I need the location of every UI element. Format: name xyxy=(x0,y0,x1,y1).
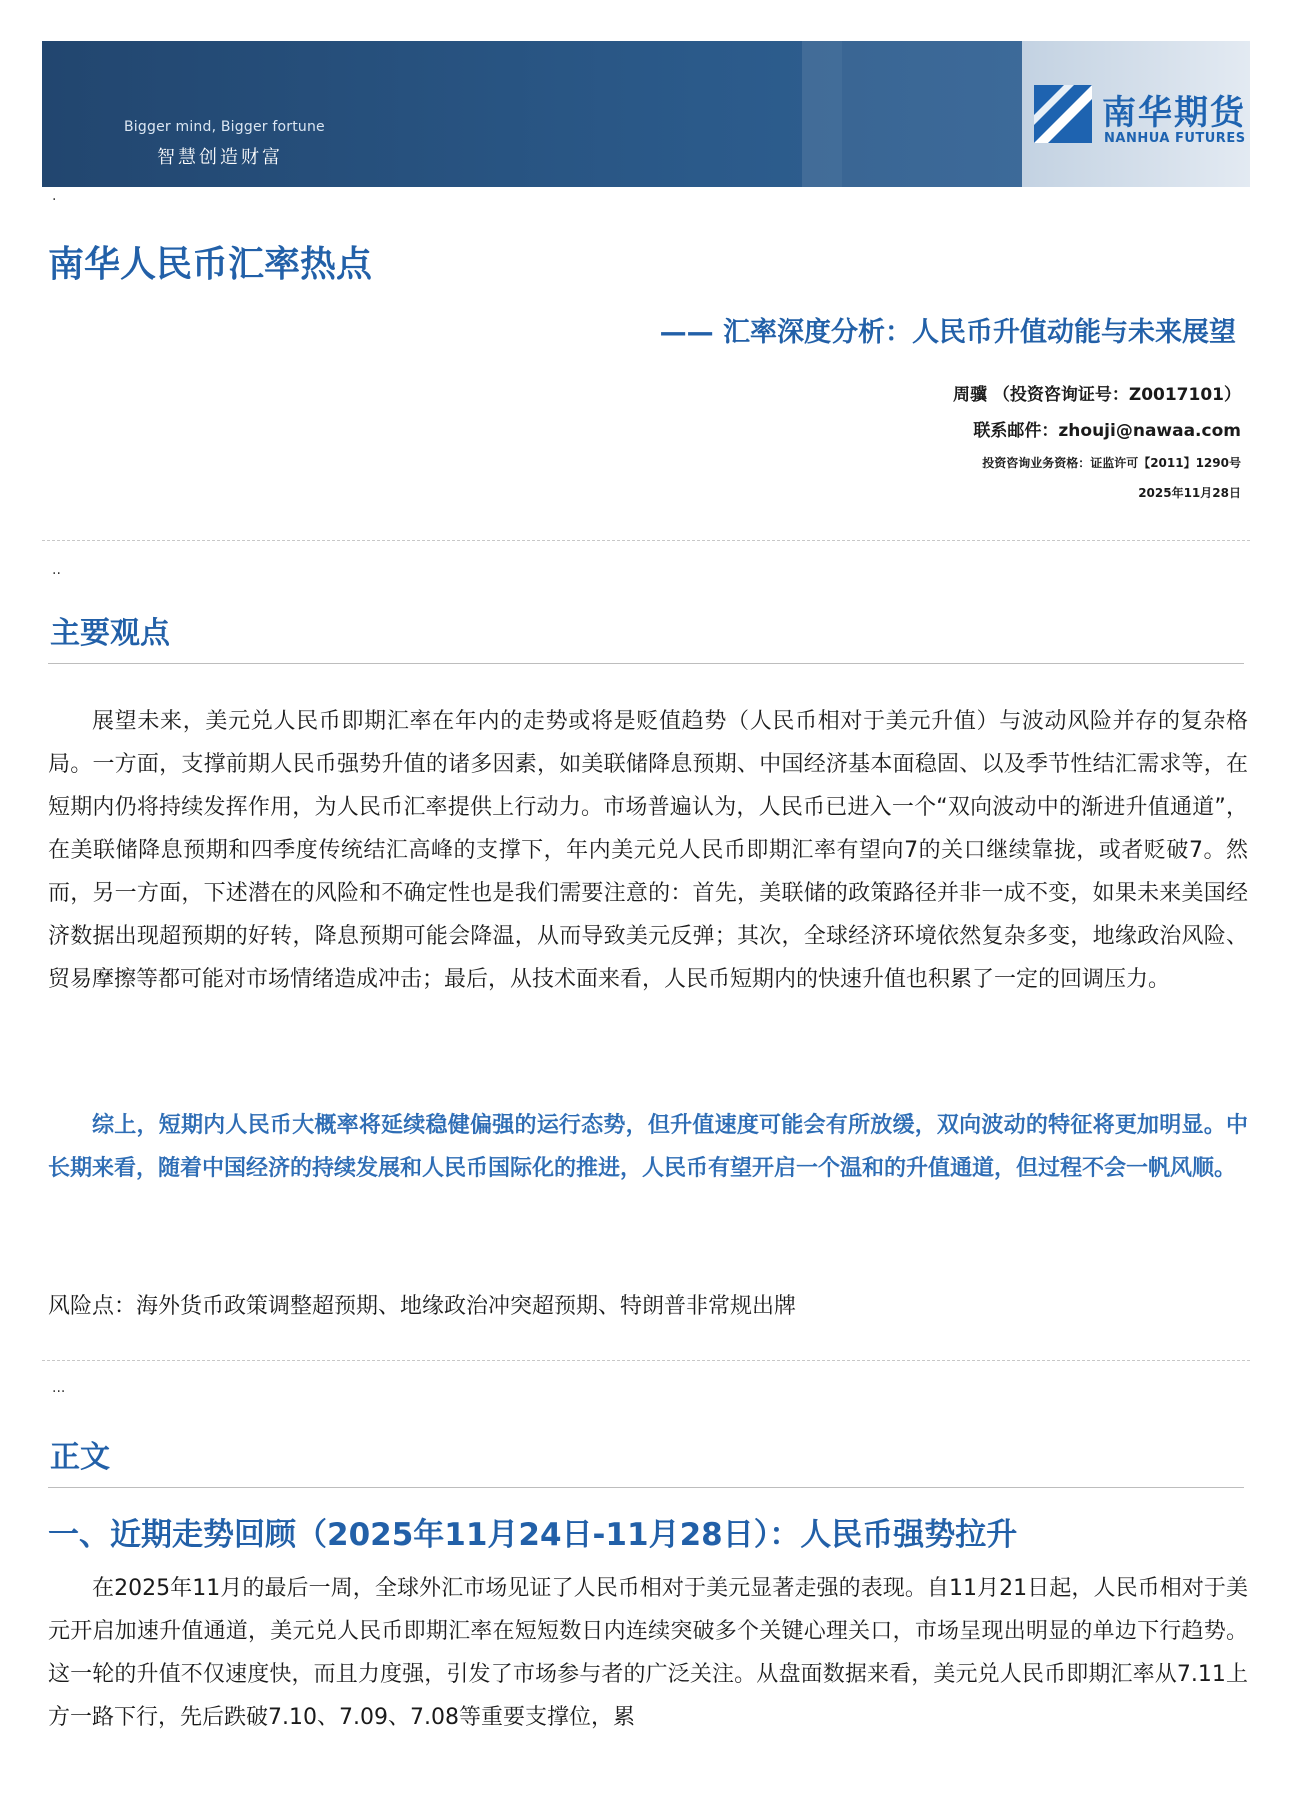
divider-dashed xyxy=(42,540,1250,541)
company-logo xyxy=(1022,41,1250,187)
divider-dashed xyxy=(42,1360,1250,1361)
license-line: 投资咨询业务资格：证监许可【2011】1290号 xyxy=(982,456,1241,470)
banner-tagline-cn: 智慧创造财富 xyxy=(157,147,283,168)
section-one-heading: 一、近期走势回顾（2025年11月24日-11月28日）：人民币强势拉升 xyxy=(48,1517,1018,1553)
nanhua-logo-icon xyxy=(1034,85,1092,143)
divider-solid xyxy=(48,663,1244,664)
body-heading: 正文 xyxy=(50,1440,110,1475)
report-date: 2025年11月28日 xyxy=(1138,486,1241,500)
key-points-heading: 主要观点 xyxy=(50,616,170,651)
banner-decor xyxy=(842,41,1022,187)
author-email: 联系邮件：zhouji@nawaa.com xyxy=(973,421,1241,441)
divider-solid xyxy=(48,1487,1244,1488)
marker-dot: ... xyxy=(52,1380,66,1396)
logo-text-cn: 南华期货 xyxy=(1102,93,1246,133)
report-title: 南华人民币汇率热点 xyxy=(48,244,373,285)
key-points-summary: 综上，短期内人民币大概率将延续稳健偏强的运行态势，但升值速度可能会有所放缓，双向波动的特征将更加明显。中长期来看，随着中国经济的持续发展和人民币国际化的推进，人民币有望开启一个温和的升值通道，但过程不会一帆风顺。 xyxy=(48,1113,1248,1181)
author-line: 周骥 （投资咨询证号：Z0017101） xyxy=(952,385,1241,405)
banner-decor xyxy=(802,41,842,187)
risk-points: 风险点：海外货币政策调整超预期、地缘政治冲突超预期、特朗普非常规出牌 xyxy=(48,1294,797,1319)
report-subtitle: —— 汇率深度分析：人民币升值动能与未来展望 xyxy=(659,317,1236,348)
logo-text-en: NANHUA FUTURES xyxy=(1104,131,1246,146)
marker-dot: .. xyxy=(52,562,61,578)
marker-dot: . xyxy=(52,188,57,204)
header-banner xyxy=(42,41,1250,187)
key-points-paragraph: 展望未来，美元兑人民币即期汇率在年内的走势或将是贬值趋势（人民币相对于美元升值）与波动风险并存的复杂格局。一方面，支撑前期人民币强势升值的诸多因素，如美联储降息预期、中国经济基本面稳固、以及季节性结汇需求等，在短期内仍将持续发挥作用，为人民币汇率提供上行动力。市场普遍认为，人民币已进入一个“双向波动中的渐进升值通道”，在美联储降息预期和四季度传统结汇高峰的支撑下，年内美元兑人民币即期汇率有望向7的关口继续靠拢，或者贬破7。然而，另一方面，下述潜在的风险和不确定性也是我们需要注意的：首先，美联储的政策路径并非一成不变，如果未来美国经济数据出现超预期的好转，降息预期可能会降温，从而导致美元反弹；其次，全球经济环境依然复杂多变，地缘政治风险、贸易摩擦等都可能对市场情绪造成冲击；最后，从技术面来看，人民币短期内的快速升值也积累了一定的回调压力。 xyxy=(48,709,1248,992)
banner-tagline-en: Bigger mind, Bigger fortune xyxy=(124,119,325,135)
body-paragraph: 在2025年11月的最后一周，全球外汇市场见证了人民币相对于美元显著走强的表现。自11月21日起，人民币相对于美元开启加速升值通道，美元兑人民币即期汇率在短短数日内连续突破多个关键心理关口，市场呈现出明显的单边下行趋势。这一轮的升值不仅速度快，而且力度强，引发了市场参与者的广泛关注。从盘面数据来看，美元兑人民币即期汇率从7.11上方一路下行，先后跌破7.10、7.09、7.08等重要支撑位，累 xyxy=(48,1576,1248,1730)
